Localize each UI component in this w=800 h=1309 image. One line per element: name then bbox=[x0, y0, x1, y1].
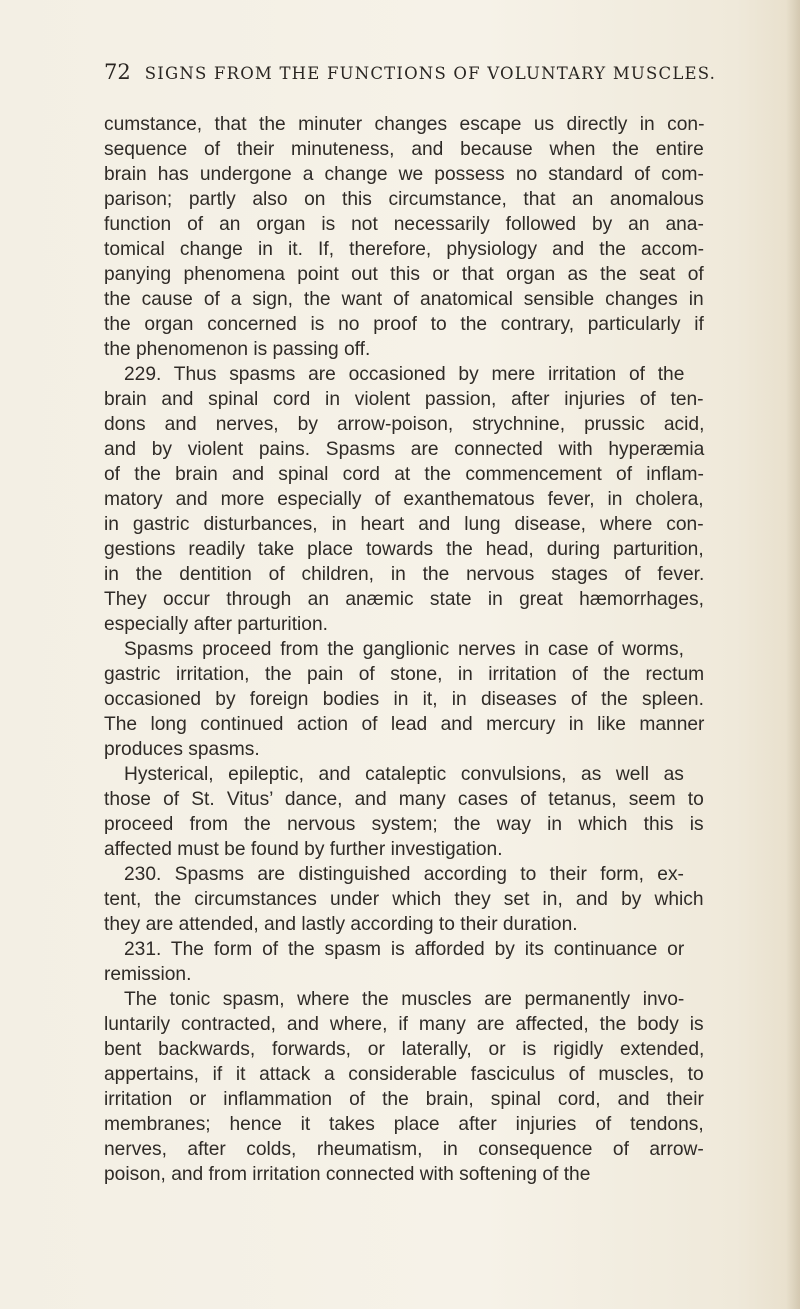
text-line: those of St. Vitus’ dance, and many cases of tetanus, seem to bbox=[104, 789, 704, 810]
text-line: affected must be found by further investigation. bbox=[104, 839, 503, 860]
text-line: brain has undergone a change we possess no standard of com- bbox=[104, 164, 704, 185]
text-line: irritation or inflammation of the brain, spinal cord, and their bbox=[104, 1089, 704, 1110]
text-line: The tonic spasm, where the muscles are permanently invo- bbox=[124, 989, 685, 1010]
text-line: 229. Thus spasms are occasioned by mere irritation of the bbox=[124, 364, 685, 385]
text-line: the organ concerned is no proof to the contrary, particularly if bbox=[104, 314, 704, 335]
running-title: SIGNS FROM THE FUNCTIONS OF VOLUNTARY MUSCLES. bbox=[144, 64, 717, 83]
text-line: appertains, if it attack a considerable fasciculus of muscles, to bbox=[104, 1064, 704, 1085]
text-line: They occur through an anæmic state in great hæmorrhages, bbox=[104, 589, 704, 610]
text-line: The long continued action of lead and mercury in like manner bbox=[104, 714, 705, 735]
text-line: luntarily contracted, and where, if many are affected, the body is bbox=[104, 1014, 704, 1035]
page-number: 72 bbox=[104, 60, 131, 84]
text-line: nerves, after colds, rheumatism, in consequence of arrow- bbox=[104, 1139, 704, 1160]
text-line: function of an organ is not necessarily followed by an ana- bbox=[104, 214, 704, 235]
text-line: the phenomenon is passing off. bbox=[104, 339, 371, 360]
text-line: cumstance, that the minuter changes escape us directly in con- bbox=[104, 114, 705, 135]
text-line: dons and nerves, by arrow-poison, strychnine, prussic acid, bbox=[104, 414, 705, 435]
text-line: the cause of a sign, the want of anatomical sensible changes in bbox=[104, 289, 704, 310]
text-line: 230. Spasms are distinguished according to their form, ex- bbox=[124, 864, 684, 885]
text-line: of the brain and spinal cord at the commencement of inflam- bbox=[104, 464, 704, 485]
text-line: tent, the circumstances under which they set in, and by which bbox=[104, 889, 704, 910]
text-line: proceed from the nervous system; the way in which this is bbox=[104, 814, 704, 835]
text-line: they are attended, and lastly according to their duration. bbox=[104, 914, 578, 935]
text-line: brain and spinal cord in violent passion, after injuries of ten- bbox=[104, 389, 704, 410]
text-line: produces spasms. bbox=[104, 739, 260, 760]
text-line: Spasms proceed from the ganglionic nerves in case of worms, bbox=[124, 639, 684, 660]
text-line: panying phenomena point out this or that organ as the seat of bbox=[104, 264, 704, 285]
text-line: Hysterical, epileptic, and cataleptic convulsions, as well as bbox=[124, 764, 684, 785]
text-line: membranes; hence it takes place after injuries of tendons, bbox=[104, 1114, 704, 1135]
text-line: poison, and from irritation connected with softening of the bbox=[104, 1164, 591, 1185]
body-text bbox=[104, 112, 704, 1187]
page-edge-shadow bbox=[786, 0, 800, 1309]
text-line: especially after parturition. bbox=[104, 614, 328, 635]
text-line: matory and more especially of exanthematous fever, in cholera, bbox=[104, 489, 704, 510]
text-line: in the dentition of children, in the nervous stages of fever. bbox=[104, 564, 705, 585]
page-header bbox=[104, 60, 717, 90]
text-line: and by violent pains. Spasms are connected with hyperæmia bbox=[104, 439, 705, 460]
text-line: in gastric disturbances, in heart and lung disease, where con- bbox=[104, 514, 704, 535]
text-line: sequence of their minuteness, and because when the entire bbox=[104, 139, 704, 160]
text-line: occasioned by foreign bodies in it, in diseases of the spleen. bbox=[104, 689, 704, 710]
text-line: parison; partly also on this circumstance, that an anomalous bbox=[104, 189, 704, 210]
text-line: gestions readily take place towards the head, during parturition, bbox=[104, 539, 704, 560]
text-line: tomical change in it. If, therefore, physiology and the accom- bbox=[104, 239, 704, 260]
text-line: bent backwards, forwards, or laterally, or is rigidly extended, bbox=[104, 1039, 705, 1060]
text-line: remission. bbox=[104, 964, 192, 985]
text-line: 231. The form of the spasm is afforded by its continuance or bbox=[124, 939, 685, 960]
text-line: gastric irritation, the pain of stone, in irritation of the rectum bbox=[104, 664, 705, 685]
